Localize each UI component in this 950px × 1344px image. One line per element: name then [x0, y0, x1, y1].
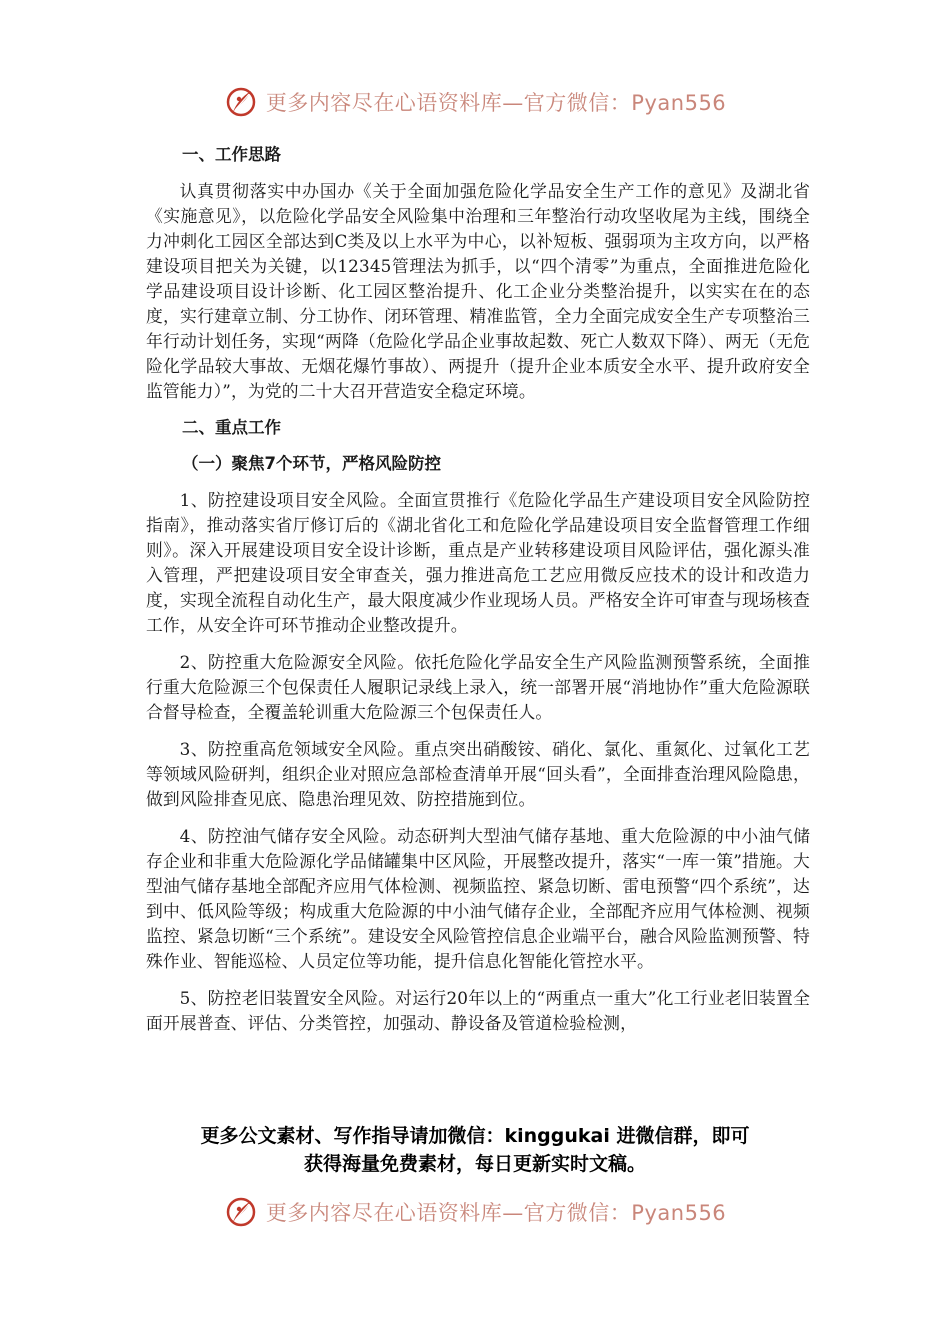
section-1-paragraph: 认真贯彻落实中办国办《关于全面加强危险化学品安全生产工作的意见》及湖北省《实施意见》，以危险化学品安全风险集中治理和三年整治行动攻坚收尾为主线，围绕全力冲刺化工园区全部达到C类及以上水平为中心，以补短板、强弱项为主攻方向，以严格建设项目把关为关键，以12345管理法为抓手，以“四个清零”为重点，全面推进危险化学品建设项目设计诊断、化工园区整治提升、化工企业分类整治提升，以实实在在的态度，实行建章立制、分工协作、闭环管理、精准监管，全力全面完成安全生产专项整治三年行动计划任务，实现“两降（危险化学品企业事故起数、死亡人数双下降）、两无（无危险化学品较大事故、无烟花爆竹事故）、两提升（提升企业本质安全水平、提升政府安全监管能力）”，为党的二十大召开营造安全稳定环境。 — [146, 181, 810, 401]
footer-watermark — [0, 1192, 950, 1232]
promo-line-1: 更多公文素材、写作指导请加微信：kinggukai 进微信群，即可 — [200, 1125, 750, 1147]
promo-notice — [0, 1122, 950, 1178]
item-4-paragraph: 4、防控油气储存安全风险。动态研判大型油气储存基地、重大危险源的中小油气储存企业和非重大危险源化学品储罐集中区风险，开展整改提升，落实“一库一策”措施。大型油气储存基地全部配齐应用气体检测、视频监控、紧急切断、雷电预警“四个系统”，达到中、低风险等级；构成重大危险源的中小油气储存企业，全部配齐应用气体检测、视频监控、紧急切断“三个系统”。建设安全风险管控信息企业端平台，融合风险监测预警、特殊作业、智能巡检、人员定位等功能，提升信息化智能化管控水平。 — [146, 826, 810, 971]
item-1-paragraph: 1、防控建设项目安全风险。全面宣贯推行《危险化学品生产建设项目安全风险防控指南》，推动落实省厅修订后的《湖北省化工和危险化学品建设项目安全监督管理工作细则》。深入开展建设项目安全设计诊断，重点是产业转移建设项目风险评估，强化源头准入管理，严把建设项目安全审查关，强力推进高危工艺应用微反应技术的设计和改造力度，实现全流程自动化生产，最大限度减少作业现场人员。严格安全许可审查与现场核查工作，从安全许可环节推动企业整改提升。 — [146, 490, 810, 635]
section-1-title: 一、工作思路 — [182, 145, 281, 164]
section-2-title: 二、重点工作 — [182, 418, 281, 437]
item-3-paragraph: 3、防控重高危领域安全风险。重点突出硝酸铵、硝化、氯化、重氮化、过氧化工艺等领域风险研判，组织企业对照应急部检查清单开展“回头看”，全面排查治理风险隐患，做到风险排查见底、隐患治理见效、防控措施到位。 — [146, 739, 810, 809]
item-2-paragraph: 2、防控重大危险源安全风险。依托危险化学品安全生产风险监测预警系统，全面推行重大危险源三个包保责任人履职记录线上录入，统一部署开展“消地协作”重大危险源联合督导检查，全覆盖轮训重大危险源三个包保责任人。 — [146, 652, 810, 722]
promo-line-2: 获得海量免费素材，每日更新实时文稿。 — [303, 1153, 646, 1175]
item-5-paragraph: 5、防控老旧装置安全风险。对运行20年以上的“两重点一重大”化工行业老旧装置全面开展普查、评估、分类管控，加强动、静设备及管道检验检测， — [146, 988, 810, 1033]
document-body — [146, 143, 810, 1048]
header-watermark-text: 更多内容尽在心语资料库—官方微信：Pyan556 — [265, 91, 727, 115]
quill-logo-icon — [224, 85, 258, 119]
header-watermark — [0, 82, 950, 122]
section-2-subtitle-1: （一）聚焦7个环节，严格风险防控 — [182, 454, 441, 473]
quill-logo-icon — [224, 1195, 258, 1229]
footer-watermark-text: 更多内容尽在心语资料库—官方微信：Pyan556 — [265, 1201, 727, 1225]
